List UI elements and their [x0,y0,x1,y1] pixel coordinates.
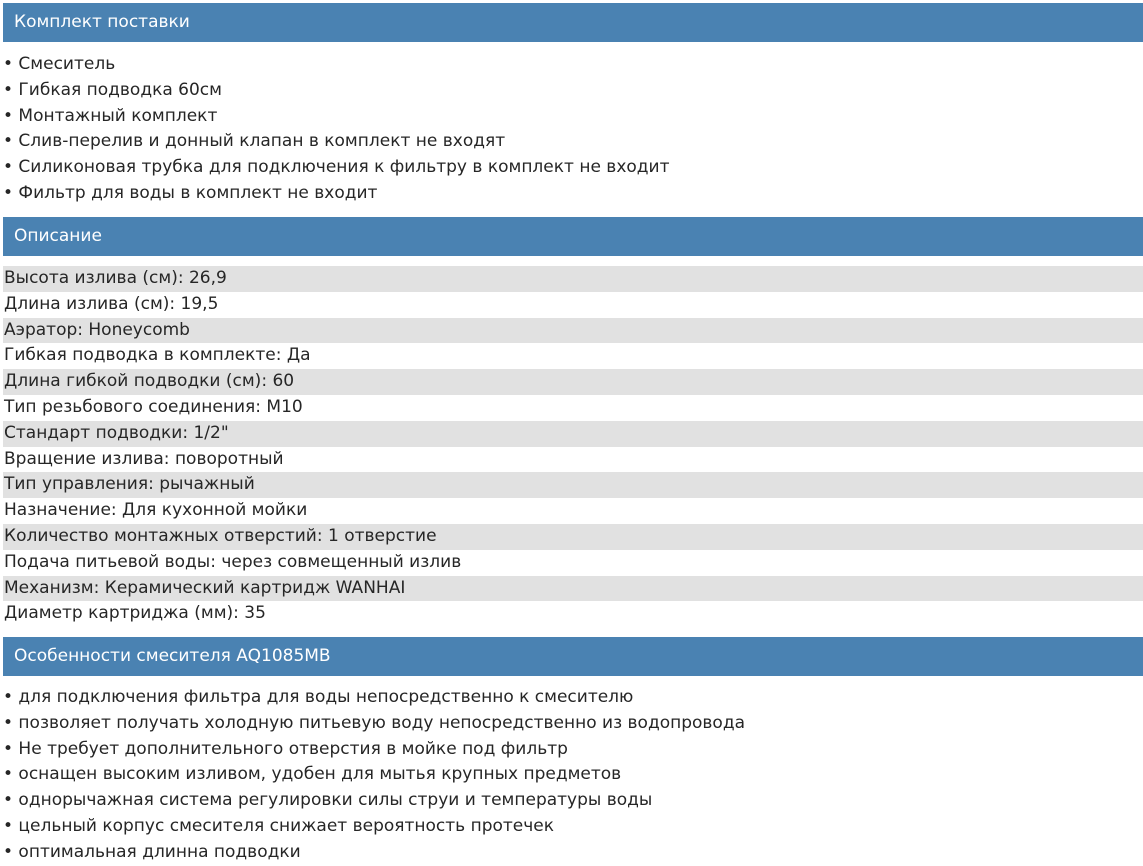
features-section-header: Особенности смесителя AQ1085MB [3,637,1143,676]
list-item: • цельный корпус смесителя снижает вероятность протечек [3,815,555,836]
table-row: Количество монтажных отверстий: 1 отверстие [3,524,1143,550]
package-section-header: Комплект поставки [3,3,1143,42]
list-item: • Монтажный комплект [3,105,218,126]
features-list [3,685,1143,866]
table-row: Тип управления: рычажный [3,472,1143,498]
list-item: • Смеситель [3,54,116,74]
list-item: • однорычажная система регулировки силы струи и температуры воды [3,790,653,811]
list-item: • позволяет получать холодную питьевую воду непосредственно из водопровода [3,712,746,733]
description-section-header: Описание [3,217,1143,256]
list-item: • Не требует дополнительного отверстия в мойке под фильтр [3,738,568,759]
table-row: Назначение: Для кухонной мойки [4,500,308,521]
table-row: Длина излива (см): 19,5 [4,293,219,314]
table-row: Тип резьбового соединения: M10 [4,396,303,417]
table-row: Подача питьевой воды: через совмещенный излив [4,551,462,572]
list-item: • для подключения фильтра для воды непосредственно к смесителю [3,687,634,707]
table-row: Механизм: Керамический картридж WANHAI [3,576,1143,602]
table-row: Вращение излива: поворотный [4,448,284,469]
list-item: • Гибкая подводка 60см [3,79,222,100]
list-item: • Слив-перелив и донный клапан в комплект не входят [3,131,506,152]
table-row: Высота излива (см): 26,9 [3,266,1143,292]
spec-table [3,266,1143,627]
table-row: Гибкая подводка в комплекте: Да [4,345,311,366]
table-row: Стандарт подводки: 1/2" [3,421,1143,447]
table-row: Аэратор: Honeycomb [3,318,1143,344]
list-item: • Силиконовая трубка для подключения к фильтру в комплект не входит [3,157,670,178]
list-item: • оптимальная длинна подводки [3,841,301,862]
table-row: Диаметр картриджа (мм): 35 [4,603,266,624]
list-item: • оснащен высоким изливом, удобен для мытья крупных предметов [3,764,622,785]
package-list [3,52,1143,207]
list-item: • Фильтр для воды в комплект не входит [3,182,378,203]
table-row: Длина гибкой подводки (см): 60 [3,369,1143,395]
